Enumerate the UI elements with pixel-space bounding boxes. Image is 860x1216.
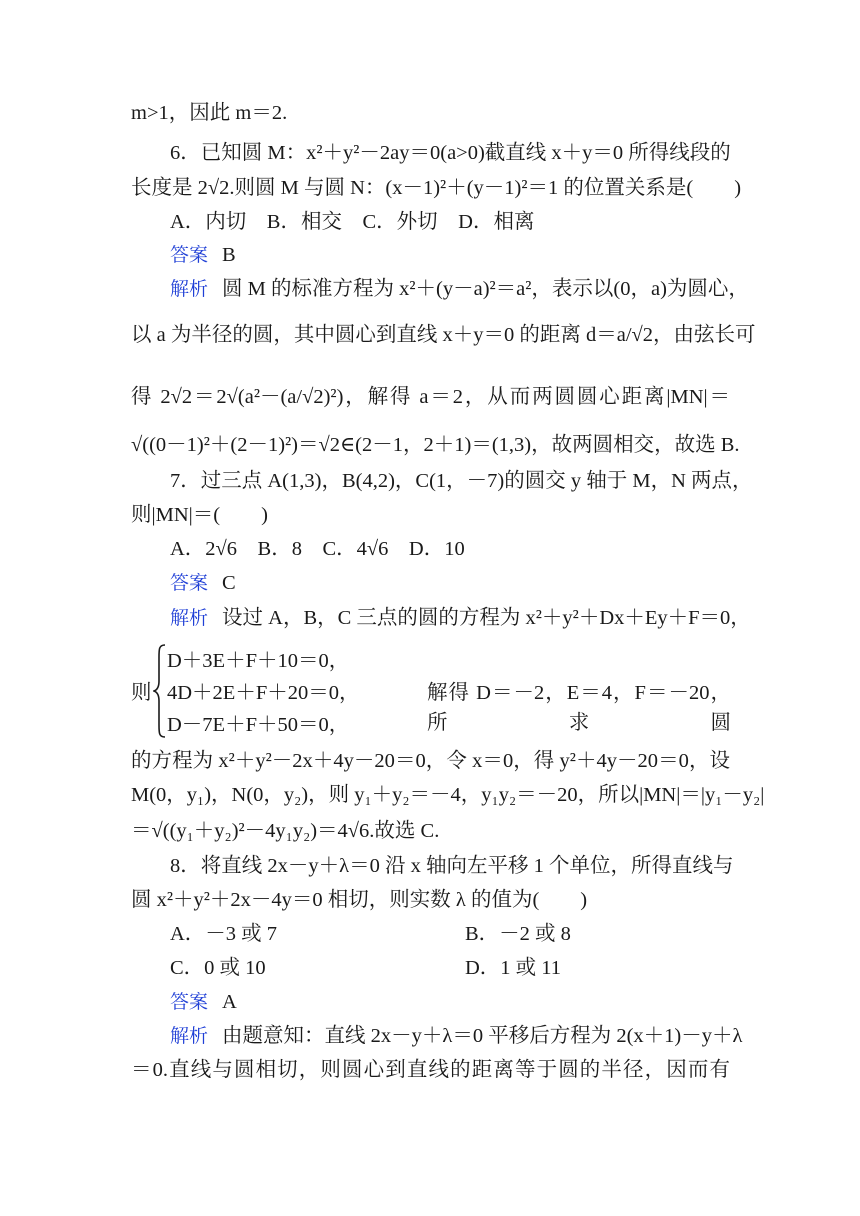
question-7-stem-cont: 则|MN|＝( ) [131, 504, 268, 526]
option-b: B．－2 或 8 [465, 923, 571, 945]
text-line: m>1，因此 m＝2. [131, 102, 288, 124]
option-a: A．－3 或 7 [170, 923, 278, 945]
solution-line: M(0，y₁)，N(0，y₂)，则 y₁＋y₂＝－4，y₁y₂＝－20，所以|MN|＝|y₁－y₂| [131, 784, 765, 806]
answer-value: C [222, 572, 236, 594]
question-8-stem-cont: 圆 x²＋y²＋2x－4y＝0 相切，则实数 λ 的值为( ) [131, 889, 588, 911]
solution-line: 得 2√2＝2√(a²－(a/√2)²)，解得 a＝2，从而两圆圆心距离|MN|＝ [131, 386, 730, 408]
left-brace-icon [153, 643, 167, 739]
solution-line: √((0－1)²＋(2－1)²)＝√2∈(2－1，2＋1)＝(1,3)，故两圆相交，故选 B. [131, 434, 740, 456]
question-7-solution [170, 603, 751, 633]
question-8-answer [170, 987, 730, 1017]
option-d: D．1 或 11 [465, 957, 562, 979]
answer-label: 答案 [170, 244, 209, 266]
solution-text: 圆 M 的标准方程为 x²＋(y－a)²＝a²，表示以(0，a)为圆心， [222, 278, 749, 300]
question-6-solution [170, 274, 749, 304]
solution-label: 解析 [170, 1025, 209, 1047]
question-8-options-row [170, 953, 730, 983]
option-c: C．0 或 10 [170, 957, 266, 979]
system-equation: D－7E＋F＋50＝0， [167, 714, 350, 736]
system-result: 解得 D＝－2，E＝4，F＝－20，所求圆 [427, 682, 731, 734]
question-8-stem: 8．将直线 2x－y＋λ＝0 沿 x 轴向左平移 1 个单位，所得直线与 [170, 855, 734, 877]
answer-value: B [222, 244, 236, 266]
answer-value: A [222, 991, 237, 1013]
question-6-stem-cont: 长度是 2√2.则圆 M 与圆 N：(x－1)²＋(y－1)²＝1 的位置关系是( ) [131, 177, 742, 199]
question-7-options: A．2√6 B．8 C．4√6 D．10 [170, 538, 465, 560]
solution-line: 以 a 为半径的圆，其中圆心到直线 x＋y＝0 的距离 d＝a/√2，由弦长可 [131, 324, 756, 346]
solution-line: ＝0.直线与圆相切，则圆心到直线的距离等于圆的半径，因而有 [131, 1059, 730, 1081]
system-equation: 4D＋2E＋F＋20＝0， [167, 682, 360, 704]
solution-line: ＝√((y₁＋y₂)²－4y₁y₂)＝4√6.故选 C. [131, 820, 440, 842]
question-8-solution [170, 1021, 743, 1051]
answer-label: 答案 [170, 991, 209, 1013]
question-6-options: A．内切 B．相交 C．外切 D．相离 [170, 211, 535, 233]
question-6-answer [170, 240, 730, 270]
question-8-options-row [170, 919, 730, 949]
solution-text: 由题意知：直线 2x－y＋λ＝0 平移后方程为 2(x＋1)－y＋λ [222, 1025, 743, 1047]
solution-text: 设过 A，B，C 三点的圆的方程为 x²＋y²＋Dx＋Ey＋F＝0， [222, 607, 751, 629]
system-prefix: 则 [131, 682, 152, 704]
solution-label: 解析 [170, 607, 209, 629]
answer-label: 答案 [170, 572, 209, 594]
solution-line: 的方程为 x²＋y²－2x＋4y－20＝0，令 x＝0，得 y²＋4y－20＝0，设 [131, 750, 730, 772]
question-6-stem: 6．已知圆 M：x²＋y²－2ay＝0(a>0)截直线 x＋y＝0 所得线段的 [170, 142, 731, 164]
solution-label: 解析 [170, 278, 209, 300]
question-7-stem: 7．过三点 A(1,3)，B(4,2)，C(1，－7)的圆交 y 轴于 M，N 两点， [170, 470, 753, 492]
question-7-answer [170, 568, 730, 598]
equation-system [131, 641, 731, 741]
system-equation: D＋3E＋F＋10＝0， [167, 650, 350, 672]
